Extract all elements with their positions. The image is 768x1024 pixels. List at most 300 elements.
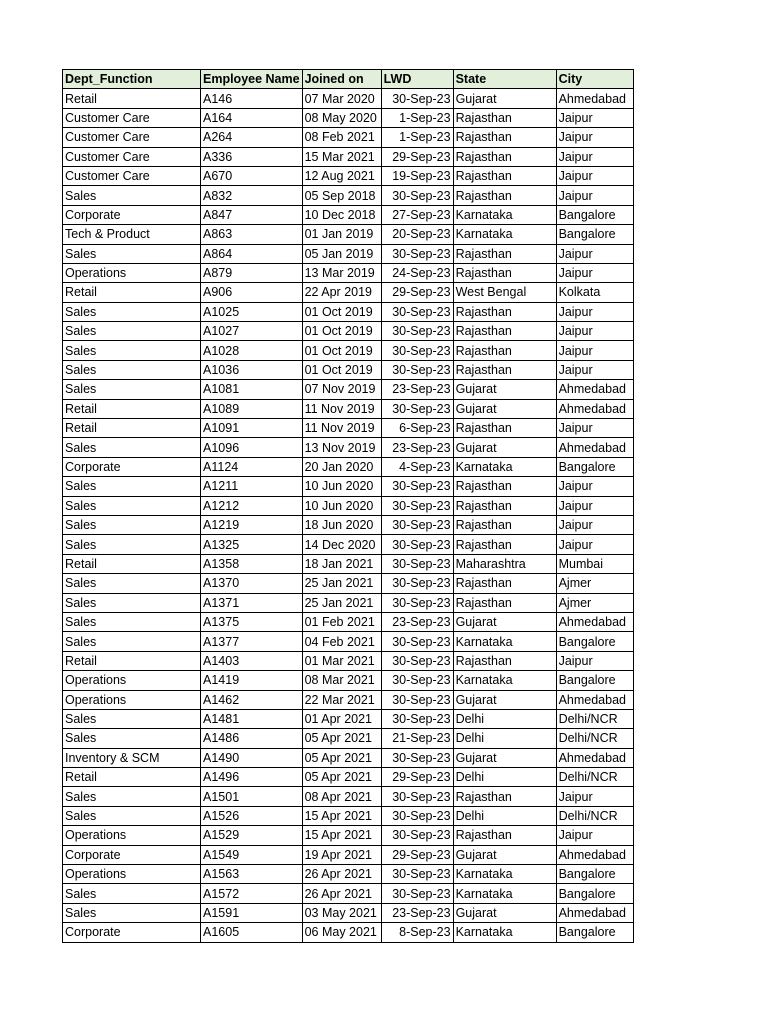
table-row bbox=[63, 729, 634, 748]
cell-state: Rajasthan bbox=[453, 593, 556, 612]
cell-state: Delhi bbox=[453, 806, 556, 825]
cell-employee-name: A1027 bbox=[201, 322, 303, 341]
cell-dept-function: Corporate bbox=[63, 923, 201, 942]
cell-city: Bangalore bbox=[556, 225, 633, 244]
cell-dept-function: Retail bbox=[63, 89, 201, 108]
table-row bbox=[63, 322, 634, 341]
table-row bbox=[63, 419, 634, 438]
cell-state: Rajasthan bbox=[453, 341, 556, 360]
cell-employee-name: A1486 bbox=[201, 729, 303, 748]
cell-state: Gujarat bbox=[453, 690, 556, 709]
table-row bbox=[63, 574, 634, 593]
cell-joined-on: 10 Dec 2018 bbox=[302, 205, 381, 224]
cell-lwd: 30-Sep-23 bbox=[381, 341, 453, 360]
cell-joined-on: 03 May 2021 bbox=[302, 903, 381, 922]
cell-dept-function: Corporate bbox=[63, 457, 201, 476]
cell-lwd: 30-Sep-23 bbox=[381, 535, 453, 554]
cell-city: Jaipur bbox=[556, 826, 633, 845]
cell-joined-on: 07 Nov 2019 bbox=[302, 380, 381, 399]
cell-lwd: 27-Sep-23 bbox=[381, 205, 453, 224]
table-row bbox=[63, 496, 634, 515]
cell-state: Gujarat bbox=[453, 612, 556, 631]
cell-city: Ahmedabad bbox=[556, 380, 633, 399]
cell-employee-name: A1096 bbox=[201, 438, 303, 457]
cell-joined-on: 19 Apr 2021 bbox=[302, 845, 381, 864]
cell-city: Jaipur bbox=[556, 263, 633, 282]
cell-employee-name: A1481 bbox=[201, 709, 303, 728]
cell-city: Ajmer bbox=[556, 593, 633, 612]
cell-employee-name: A1211 bbox=[201, 477, 303, 496]
table-row bbox=[63, 709, 634, 728]
table-row bbox=[63, 903, 634, 922]
cell-lwd: 1-Sep-23 bbox=[381, 108, 453, 127]
table-row bbox=[63, 438, 634, 457]
cell-employee-name: A1490 bbox=[201, 748, 303, 767]
cell-dept-function: Sales bbox=[63, 477, 201, 496]
cell-employee-name: A264 bbox=[201, 128, 303, 147]
cell-state: Gujarat bbox=[453, 903, 556, 922]
cell-lwd: 30-Sep-23 bbox=[381, 632, 453, 651]
cell-employee-name: A1549 bbox=[201, 845, 303, 864]
cell-employee-name: A1358 bbox=[201, 554, 303, 573]
cell-state: Gujarat bbox=[453, 845, 556, 864]
table-row bbox=[63, 554, 634, 573]
cell-joined-on: 26 Apr 2021 bbox=[302, 865, 381, 884]
cell-dept-function: Customer Care bbox=[63, 147, 201, 166]
header-lwd: LWD bbox=[381, 70, 453, 89]
cell-city: Mumbai bbox=[556, 554, 633, 573]
cell-employee-name: A1375 bbox=[201, 612, 303, 631]
cell-employee-name: A164 bbox=[201, 108, 303, 127]
cell-dept-function: Retail bbox=[63, 399, 201, 418]
table-row bbox=[63, 923, 634, 942]
cell-city: Ahmedabad bbox=[556, 903, 633, 922]
cell-city: Jaipur bbox=[556, 108, 633, 127]
cell-lwd: 30-Sep-23 bbox=[381, 806, 453, 825]
table-row bbox=[63, 244, 634, 263]
cell-lwd: 23-Sep-23 bbox=[381, 612, 453, 631]
cell-city: Delhi/NCR bbox=[556, 729, 633, 748]
cell-dept-function: Sales bbox=[63, 322, 201, 341]
cell-city: Ahmedabad bbox=[556, 399, 633, 418]
cell-lwd: 30-Sep-23 bbox=[381, 884, 453, 903]
cell-employee-name: A1212 bbox=[201, 496, 303, 515]
cell-dept-function: Corporate bbox=[63, 845, 201, 864]
cell-dept-function: Operations bbox=[63, 671, 201, 690]
cell-dept-function: Sales bbox=[63, 709, 201, 728]
table-row bbox=[63, 884, 634, 903]
cell-city: Ajmer bbox=[556, 574, 633, 593]
cell-city: Ahmedabad bbox=[556, 690, 633, 709]
cell-joined-on: 10 Jun 2020 bbox=[302, 477, 381, 496]
cell-state: Gujarat bbox=[453, 748, 556, 767]
cell-state: Rajasthan bbox=[453, 186, 556, 205]
cell-state: Karnataka bbox=[453, 457, 556, 476]
cell-dept-function: Sales bbox=[63, 612, 201, 631]
cell-dept-function: Sales bbox=[63, 515, 201, 534]
cell-city: Jaipur bbox=[556, 787, 633, 806]
cell-employee-name: A1325 bbox=[201, 535, 303, 554]
cell-lwd: 30-Sep-23 bbox=[381, 399, 453, 418]
cell-state: Delhi bbox=[453, 768, 556, 787]
cell-joined-on: 01 Apr 2021 bbox=[302, 709, 381, 728]
cell-lwd: 29-Sep-23 bbox=[381, 147, 453, 166]
cell-state: Rajasthan bbox=[453, 263, 556, 282]
cell-city: Bangalore bbox=[556, 923, 633, 942]
cell-joined-on: 11 Nov 2019 bbox=[302, 399, 381, 418]
cell-joined-on: 08 Feb 2021 bbox=[302, 128, 381, 147]
cell-dept-function: Sales bbox=[63, 380, 201, 399]
cell-city: Jaipur bbox=[556, 515, 633, 534]
cell-joined-on: 25 Jan 2021 bbox=[302, 574, 381, 593]
cell-joined-on: 15 Apr 2021 bbox=[302, 826, 381, 845]
cell-city: Jaipur bbox=[556, 360, 633, 379]
cell-lwd: 30-Sep-23 bbox=[381, 748, 453, 767]
table-row bbox=[63, 671, 634, 690]
cell-dept-function: Retail bbox=[63, 554, 201, 573]
cell-employee-name: A864 bbox=[201, 244, 303, 263]
cell-lwd: 20-Sep-23 bbox=[381, 225, 453, 244]
cell-employee-name: A1028 bbox=[201, 341, 303, 360]
cell-city: Delhi/NCR bbox=[556, 806, 633, 825]
cell-state: Rajasthan bbox=[453, 787, 556, 806]
cell-state: Rajasthan bbox=[453, 128, 556, 147]
cell-dept-function: Sales bbox=[63, 806, 201, 825]
cell-state: Delhi bbox=[453, 729, 556, 748]
cell-joined-on: 25 Jan 2021 bbox=[302, 593, 381, 612]
cell-employee-name: A1591 bbox=[201, 903, 303, 922]
cell-joined-on: 05 Apr 2021 bbox=[302, 729, 381, 748]
cell-dept-function: Sales bbox=[63, 535, 201, 554]
cell-lwd: 30-Sep-23 bbox=[381, 593, 453, 612]
cell-city: Ahmedabad bbox=[556, 845, 633, 864]
cell-employee-name: A879 bbox=[201, 263, 303, 282]
cell-joined-on: 05 Jan 2019 bbox=[302, 244, 381, 263]
cell-dept-function: Operations bbox=[63, 263, 201, 282]
cell-city: Bangalore bbox=[556, 865, 633, 884]
table-row bbox=[63, 748, 634, 767]
cell-joined-on: 26 Apr 2021 bbox=[302, 884, 381, 903]
table-row bbox=[63, 302, 634, 321]
cell-lwd: 19-Sep-23 bbox=[381, 166, 453, 185]
cell-city: Jaipur bbox=[556, 166, 633, 185]
cell-dept-function: Sales bbox=[63, 438, 201, 457]
table-row bbox=[63, 593, 634, 612]
table-row bbox=[63, 865, 634, 884]
cell-joined-on: 07 Mar 2020 bbox=[302, 89, 381, 108]
header-employee-name: Employee Name bbox=[201, 70, 303, 89]
table-row bbox=[63, 651, 634, 670]
cell-employee-name: A1089 bbox=[201, 399, 303, 418]
cell-state: Gujarat bbox=[453, 89, 556, 108]
table-row bbox=[63, 360, 634, 379]
cell-joined-on: 15 Apr 2021 bbox=[302, 806, 381, 825]
cell-employee-name: A1025 bbox=[201, 302, 303, 321]
cell-state: Rajasthan bbox=[453, 360, 556, 379]
cell-state: Rajasthan bbox=[453, 535, 556, 554]
cell-lwd: 23-Sep-23 bbox=[381, 438, 453, 457]
cell-dept-function: Sales bbox=[63, 787, 201, 806]
cell-joined-on: 11 Nov 2019 bbox=[302, 419, 381, 438]
cell-employee-name: A1036 bbox=[201, 360, 303, 379]
cell-dept-function: Sales bbox=[63, 884, 201, 903]
cell-city: Bangalore bbox=[556, 632, 633, 651]
cell-employee-name: A1371 bbox=[201, 593, 303, 612]
cell-joined-on: 08 May 2020 bbox=[302, 108, 381, 127]
cell-dept-function: Sales bbox=[63, 244, 201, 263]
cell-dept-function: Sales bbox=[63, 496, 201, 515]
cell-employee-name: A1403 bbox=[201, 651, 303, 670]
cell-state: Karnataka bbox=[453, 671, 556, 690]
cell-dept-function: Sales bbox=[63, 302, 201, 321]
cell-employee-name: A1081 bbox=[201, 380, 303, 399]
cell-state: Rajasthan bbox=[453, 244, 556, 263]
cell-lwd: 30-Sep-23 bbox=[381, 574, 453, 593]
cell-city: Delhi/NCR bbox=[556, 709, 633, 728]
cell-state: Karnataka bbox=[453, 923, 556, 942]
cell-employee-name: A670 bbox=[201, 166, 303, 185]
cell-employee-name: A1572 bbox=[201, 884, 303, 903]
cell-joined-on: 15 Mar 2021 bbox=[302, 147, 381, 166]
cell-joined-on: 12 Aug 2021 bbox=[302, 166, 381, 185]
cell-state: Rajasthan bbox=[453, 574, 556, 593]
cell-lwd: 24-Sep-23 bbox=[381, 263, 453, 282]
cell-state: Karnataka bbox=[453, 632, 556, 651]
table-row bbox=[63, 128, 634, 147]
cell-employee-name: A336 bbox=[201, 147, 303, 166]
cell-state: Delhi bbox=[453, 709, 556, 728]
table-row bbox=[63, 380, 634, 399]
table-row bbox=[63, 690, 634, 709]
cell-state: Gujarat bbox=[453, 438, 556, 457]
cell-lwd: 30-Sep-23 bbox=[381, 554, 453, 573]
cell-state: Rajasthan bbox=[453, 147, 556, 166]
cell-dept-function: Retail bbox=[63, 768, 201, 787]
cell-city: Jaipur bbox=[556, 322, 633, 341]
table-row bbox=[63, 632, 634, 651]
cell-joined-on: 22 Apr 2019 bbox=[302, 283, 381, 302]
cell-lwd: 30-Sep-23 bbox=[381, 89, 453, 108]
cell-city: Ahmedabad bbox=[556, 748, 633, 767]
cell-state: Karnataka bbox=[453, 225, 556, 244]
cell-city: Ahmedabad bbox=[556, 612, 633, 631]
cell-state: Rajasthan bbox=[453, 515, 556, 534]
cell-lwd: 6-Sep-23 bbox=[381, 419, 453, 438]
cell-lwd: 30-Sep-23 bbox=[381, 496, 453, 515]
cell-city: Jaipur bbox=[556, 341, 633, 360]
cell-joined-on: 01 Feb 2021 bbox=[302, 612, 381, 631]
cell-lwd: 21-Sep-23 bbox=[381, 729, 453, 748]
cell-lwd: 30-Sep-23 bbox=[381, 322, 453, 341]
table-row bbox=[63, 826, 634, 845]
cell-lwd: 29-Sep-23 bbox=[381, 845, 453, 864]
cell-joined-on: 10 Jun 2020 bbox=[302, 496, 381, 515]
cell-city: Jaipur bbox=[556, 128, 633, 147]
cell-joined-on: 05 Apr 2021 bbox=[302, 748, 381, 767]
cell-employee-name: A1501 bbox=[201, 787, 303, 806]
header-joined-on: Joined on bbox=[302, 70, 381, 89]
table-row bbox=[63, 535, 634, 554]
cell-state: Rajasthan bbox=[453, 108, 556, 127]
cell-employee-name: A1563 bbox=[201, 865, 303, 884]
cell-lwd: 29-Sep-23 bbox=[381, 768, 453, 787]
cell-dept-function: Sales bbox=[63, 360, 201, 379]
cell-joined-on: 08 Apr 2021 bbox=[302, 787, 381, 806]
table-row bbox=[63, 787, 634, 806]
employee-table bbox=[62, 69, 634, 943]
cell-city: Bangalore bbox=[556, 457, 633, 476]
cell-employee-name: A146 bbox=[201, 89, 303, 108]
cell-state: Karnataka bbox=[453, 884, 556, 903]
cell-lwd: 30-Sep-23 bbox=[381, 244, 453, 263]
cell-city: Bangalore bbox=[556, 884, 633, 903]
cell-dept-function: Operations bbox=[63, 690, 201, 709]
cell-dept-function: Retail bbox=[63, 419, 201, 438]
cell-dept-function: Sales bbox=[63, 903, 201, 922]
cell-dept-function: Sales bbox=[63, 186, 201, 205]
cell-dept-function: Sales bbox=[63, 574, 201, 593]
cell-dept-function: Sales bbox=[63, 593, 201, 612]
cell-joined-on: 14 Dec 2020 bbox=[302, 535, 381, 554]
table-row bbox=[63, 186, 634, 205]
cell-state: Gujarat bbox=[453, 399, 556, 418]
cell-joined-on: 18 Jun 2020 bbox=[302, 515, 381, 534]
cell-state: Rajasthan bbox=[453, 419, 556, 438]
cell-employee-name: A1370 bbox=[201, 574, 303, 593]
cell-dept-function: Customer Care bbox=[63, 108, 201, 127]
cell-employee-name: A1124 bbox=[201, 457, 303, 476]
cell-state: Karnataka bbox=[453, 865, 556, 884]
cell-dept-function: Retail bbox=[63, 283, 201, 302]
header-dept-function: Dept_Function bbox=[63, 70, 201, 89]
cell-employee-name: A1462 bbox=[201, 690, 303, 709]
table-row bbox=[63, 263, 634, 282]
table-body bbox=[63, 89, 634, 942]
cell-lwd: 23-Sep-23 bbox=[381, 903, 453, 922]
cell-employee-name: A832 bbox=[201, 186, 303, 205]
cell-dept-function: Inventory & SCM bbox=[63, 748, 201, 767]
cell-lwd: 29-Sep-23 bbox=[381, 283, 453, 302]
cell-lwd: 30-Sep-23 bbox=[381, 360, 453, 379]
cell-state: Rajasthan bbox=[453, 302, 556, 321]
cell-city: Bangalore bbox=[556, 671, 633, 690]
cell-city: Jaipur bbox=[556, 186, 633, 205]
table-row bbox=[63, 457, 634, 476]
cell-lwd: 30-Sep-23 bbox=[381, 477, 453, 496]
cell-lwd: 30-Sep-23 bbox=[381, 302, 453, 321]
cell-joined-on: 01 Oct 2019 bbox=[302, 302, 381, 321]
table-row bbox=[63, 806, 634, 825]
cell-city: Delhi/NCR bbox=[556, 768, 633, 787]
cell-state: Rajasthan bbox=[453, 496, 556, 515]
cell-lwd: 30-Sep-23 bbox=[381, 671, 453, 690]
cell-state: Rajasthan bbox=[453, 477, 556, 496]
table-row bbox=[63, 477, 634, 496]
cell-city: Ahmedabad bbox=[556, 438, 633, 457]
cell-lwd: 30-Sep-23 bbox=[381, 690, 453, 709]
table-row bbox=[63, 845, 634, 864]
cell-dept-function: Customer Care bbox=[63, 128, 201, 147]
cell-city: Jaipur bbox=[556, 496, 633, 515]
table-row bbox=[63, 225, 634, 244]
cell-employee-name: A1529 bbox=[201, 826, 303, 845]
table-row bbox=[63, 341, 634, 360]
cell-lwd: 8-Sep-23 bbox=[381, 923, 453, 942]
cell-employee-name: A1219 bbox=[201, 515, 303, 534]
cell-city: Jaipur bbox=[556, 419, 633, 438]
cell-employee-name: A1496 bbox=[201, 768, 303, 787]
cell-dept-function: Tech & Product bbox=[63, 225, 201, 244]
cell-lwd: 30-Sep-23 bbox=[381, 826, 453, 845]
cell-dept-function: Corporate bbox=[63, 205, 201, 224]
cell-joined-on: 08 Mar 2021 bbox=[302, 671, 381, 690]
cell-employee-name: A906 bbox=[201, 283, 303, 302]
cell-state: Gujarat bbox=[453, 380, 556, 399]
cell-lwd: 30-Sep-23 bbox=[381, 865, 453, 884]
table-row bbox=[63, 166, 634, 185]
cell-employee-name: A1605 bbox=[201, 923, 303, 942]
cell-joined-on: 20 Jan 2020 bbox=[302, 457, 381, 476]
cell-state: West Bengal bbox=[453, 283, 556, 302]
cell-employee-name: A863 bbox=[201, 225, 303, 244]
cell-joined-on: 05 Apr 2021 bbox=[302, 768, 381, 787]
cell-joined-on: 06 May 2021 bbox=[302, 923, 381, 942]
cell-state: Rajasthan bbox=[453, 166, 556, 185]
cell-employee-name: A1377 bbox=[201, 632, 303, 651]
table-row bbox=[63, 205, 634, 224]
cell-joined-on: 13 Nov 2019 bbox=[302, 438, 381, 457]
cell-state: Maharashtra bbox=[453, 554, 556, 573]
cell-dept-function: Customer Care bbox=[63, 166, 201, 185]
cell-lwd: 30-Sep-23 bbox=[381, 787, 453, 806]
cell-lwd: 23-Sep-23 bbox=[381, 380, 453, 399]
table-row bbox=[63, 515, 634, 534]
cell-joined-on: 01 Oct 2019 bbox=[302, 341, 381, 360]
header-row bbox=[63, 70, 634, 89]
cell-state: Rajasthan bbox=[453, 826, 556, 845]
header-city: City bbox=[556, 70, 633, 89]
cell-employee-name: A847 bbox=[201, 205, 303, 224]
cell-employee-name: A1091 bbox=[201, 419, 303, 438]
cell-employee-name: A1419 bbox=[201, 671, 303, 690]
table-row bbox=[63, 768, 634, 787]
cell-dept-function: Retail bbox=[63, 651, 201, 670]
cell-lwd: 30-Sep-23 bbox=[381, 651, 453, 670]
cell-lwd: 30-Sep-23 bbox=[381, 186, 453, 205]
cell-city: Jaipur bbox=[556, 477, 633, 496]
cell-state: Rajasthan bbox=[453, 322, 556, 341]
cell-joined-on: 13 Mar 2019 bbox=[302, 263, 381, 282]
cell-joined-on: 01 Oct 2019 bbox=[302, 322, 381, 341]
table-row bbox=[63, 283, 634, 302]
cell-joined-on: 01 Oct 2019 bbox=[302, 360, 381, 379]
table-row bbox=[63, 108, 634, 127]
cell-dept-function: Operations bbox=[63, 826, 201, 845]
cell-joined-on: 22 Mar 2021 bbox=[302, 690, 381, 709]
cell-employee-name: A1526 bbox=[201, 806, 303, 825]
cell-city: Jaipur bbox=[556, 302, 633, 321]
cell-dept-function: Sales bbox=[63, 632, 201, 651]
cell-joined-on: 01 Jan 2019 bbox=[302, 225, 381, 244]
cell-state: Karnataka bbox=[453, 205, 556, 224]
cell-city: Bangalore bbox=[556, 205, 633, 224]
cell-city: Kolkata bbox=[556, 283, 633, 302]
cell-joined-on: 04 Feb 2021 bbox=[302, 632, 381, 651]
table-row bbox=[63, 89, 634, 108]
cell-lwd: 1-Sep-23 bbox=[381, 128, 453, 147]
cell-dept-function: Sales bbox=[63, 729, 201, 748]
cell-lwd: 30-Sep-23 bbox=[381, 709, 453, 728]
